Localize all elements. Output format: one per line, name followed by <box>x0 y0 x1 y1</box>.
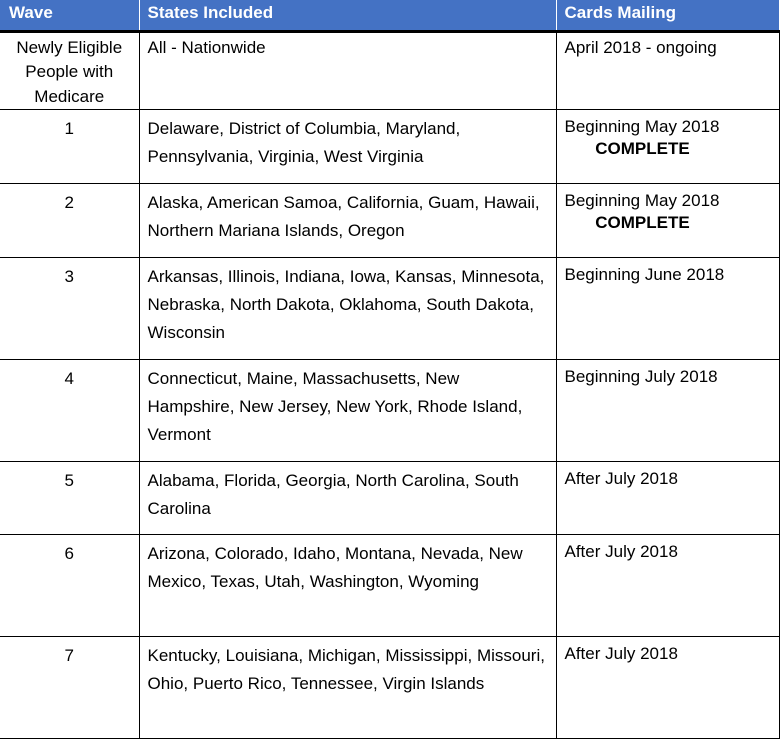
wave-label: 4 <box>64 369 74 388</box>
header-wave: Wave <box>0 0 139 31</box>
table-row <box>0 462 779 535</box>
wave-label: Newly Eligible People with Medicare <box>16 37 123 106</box>
states-cell: Arizona, Colorado, Idaho, Montana, Nevada, New Mexico, Texas, Utah, Washington, Wyoming <box>139 535 556 637</box>
cards-mailing-value: After July 2018 <box>564 644 678 663</box>
wave-cell <box>0 110 139 184</box>
header-cards-mailing: Cards Mailing <box>556 0 779 31</box>
cards-cell <box>556 31 779 110</box>
cards-mailing-value: After July 2018 <box>564 469 678 488</box>
status-complete-label: COMPLETE <box>595 139 690 158</box>
cards-mailing-value: Beginning May 2018 <box>564 117 720 136</box>
cards-mailing-value: Beginning May 2018 <box>564 191 720 210</box>
states-cell: Connecticut, Maine, Massachusetts, New Hampshire, New Jersey, New York, Rhode Island, Vermont <box>139 360 556 462</box>
wave-label: 3 <box>64 267 74 286</box>
table-row <box>0 637 779 739</box>
table-row <box>0 110 779 184</box>
wave-label: 7 <box>64 646 74 665</box>
states-cell: Delaware, District of Columbia, Maryland, Pennsylvania, Virginia, West Virginia <box>139 110 556 184</box>
wave-cell <box>0 31 139 110</box>
table-row <box>0 31 779 110</box>
status-complete-label: COMPLETE <box>595 213 690 232</box>
cards-cell <box>556 184 779 258</box>
wave-label: 5 <box>64 471 74 490</box>
states-cell: Alaska, American Samoa, California, Guam, Hawaii, Northern Mariana Islands, Oregon <box>139 184 556 258</box>
table-row <box>0 360 779 462</box>
cards-mailing-value: April 2018 - ongoing <box>564 37 717 57</box>
table-row <box>0 184 779 258</box>
table-header-row <box>0 0 779 31</box>
header-states-included: States Included <box>139 0 556 31</box>
wave-cell <box>0 184 139 258</box>
cards-cell <box>556 637 779 739</box>
states-cell: Alabama, Florida, Georgia, North Carolina, South Carolina <box>139 462 556 535</box>
table-row <box>0 258 779 360</box>
cards-mailing-value: Beginning June 2018 <box>564 265 725 284</box>
cards-mailing-value: Beginning July 2018 <box>564 367 718 386</box>
wave-cell <box>0 462 139 535</box>
cards-cell <box>556 258 779 360</box>
wave-cell <box>0 535 139 637</box>
wave-cell <box>0 258 139 360</box>
wave-label: 6 <box>64 544 74 563</box>
wave-cell <box>0 637 139 739</box>
cards-cell <box>556 462 779 535</box>
cards-cell <box>556 360 779 462</box>
wave-cell <box>0 360 139 462</box>
states-cell: Arkansas, Illinois, Indiana, Iowa, Kansas, Minnesota, Nebraska, North Dakota, Oklahoma, South Dakota, Wisconsin <box>139 258 556 360</box>
wave-label: 1 <box>64 119 74 138</box>
cards-mailing-value: After July 2018 <box>564 542 678 561</box>
states-cell: Kentucky, Louisiana, Michigan, Mississippi, Missouri, Ohio, Puerto Rico, Tennessee, Virgin Islands <box>139 637 556 739</box>
states-cell: All - Nationwide <box>139 31 556 110</box>
cards-cell <box>556 110 779 184</box>
table-row <box>0 535 779 637</box>
wave-label: 2 <box>64 193 74 212</box>
cards-cell <box>556 535 779 637</box>
